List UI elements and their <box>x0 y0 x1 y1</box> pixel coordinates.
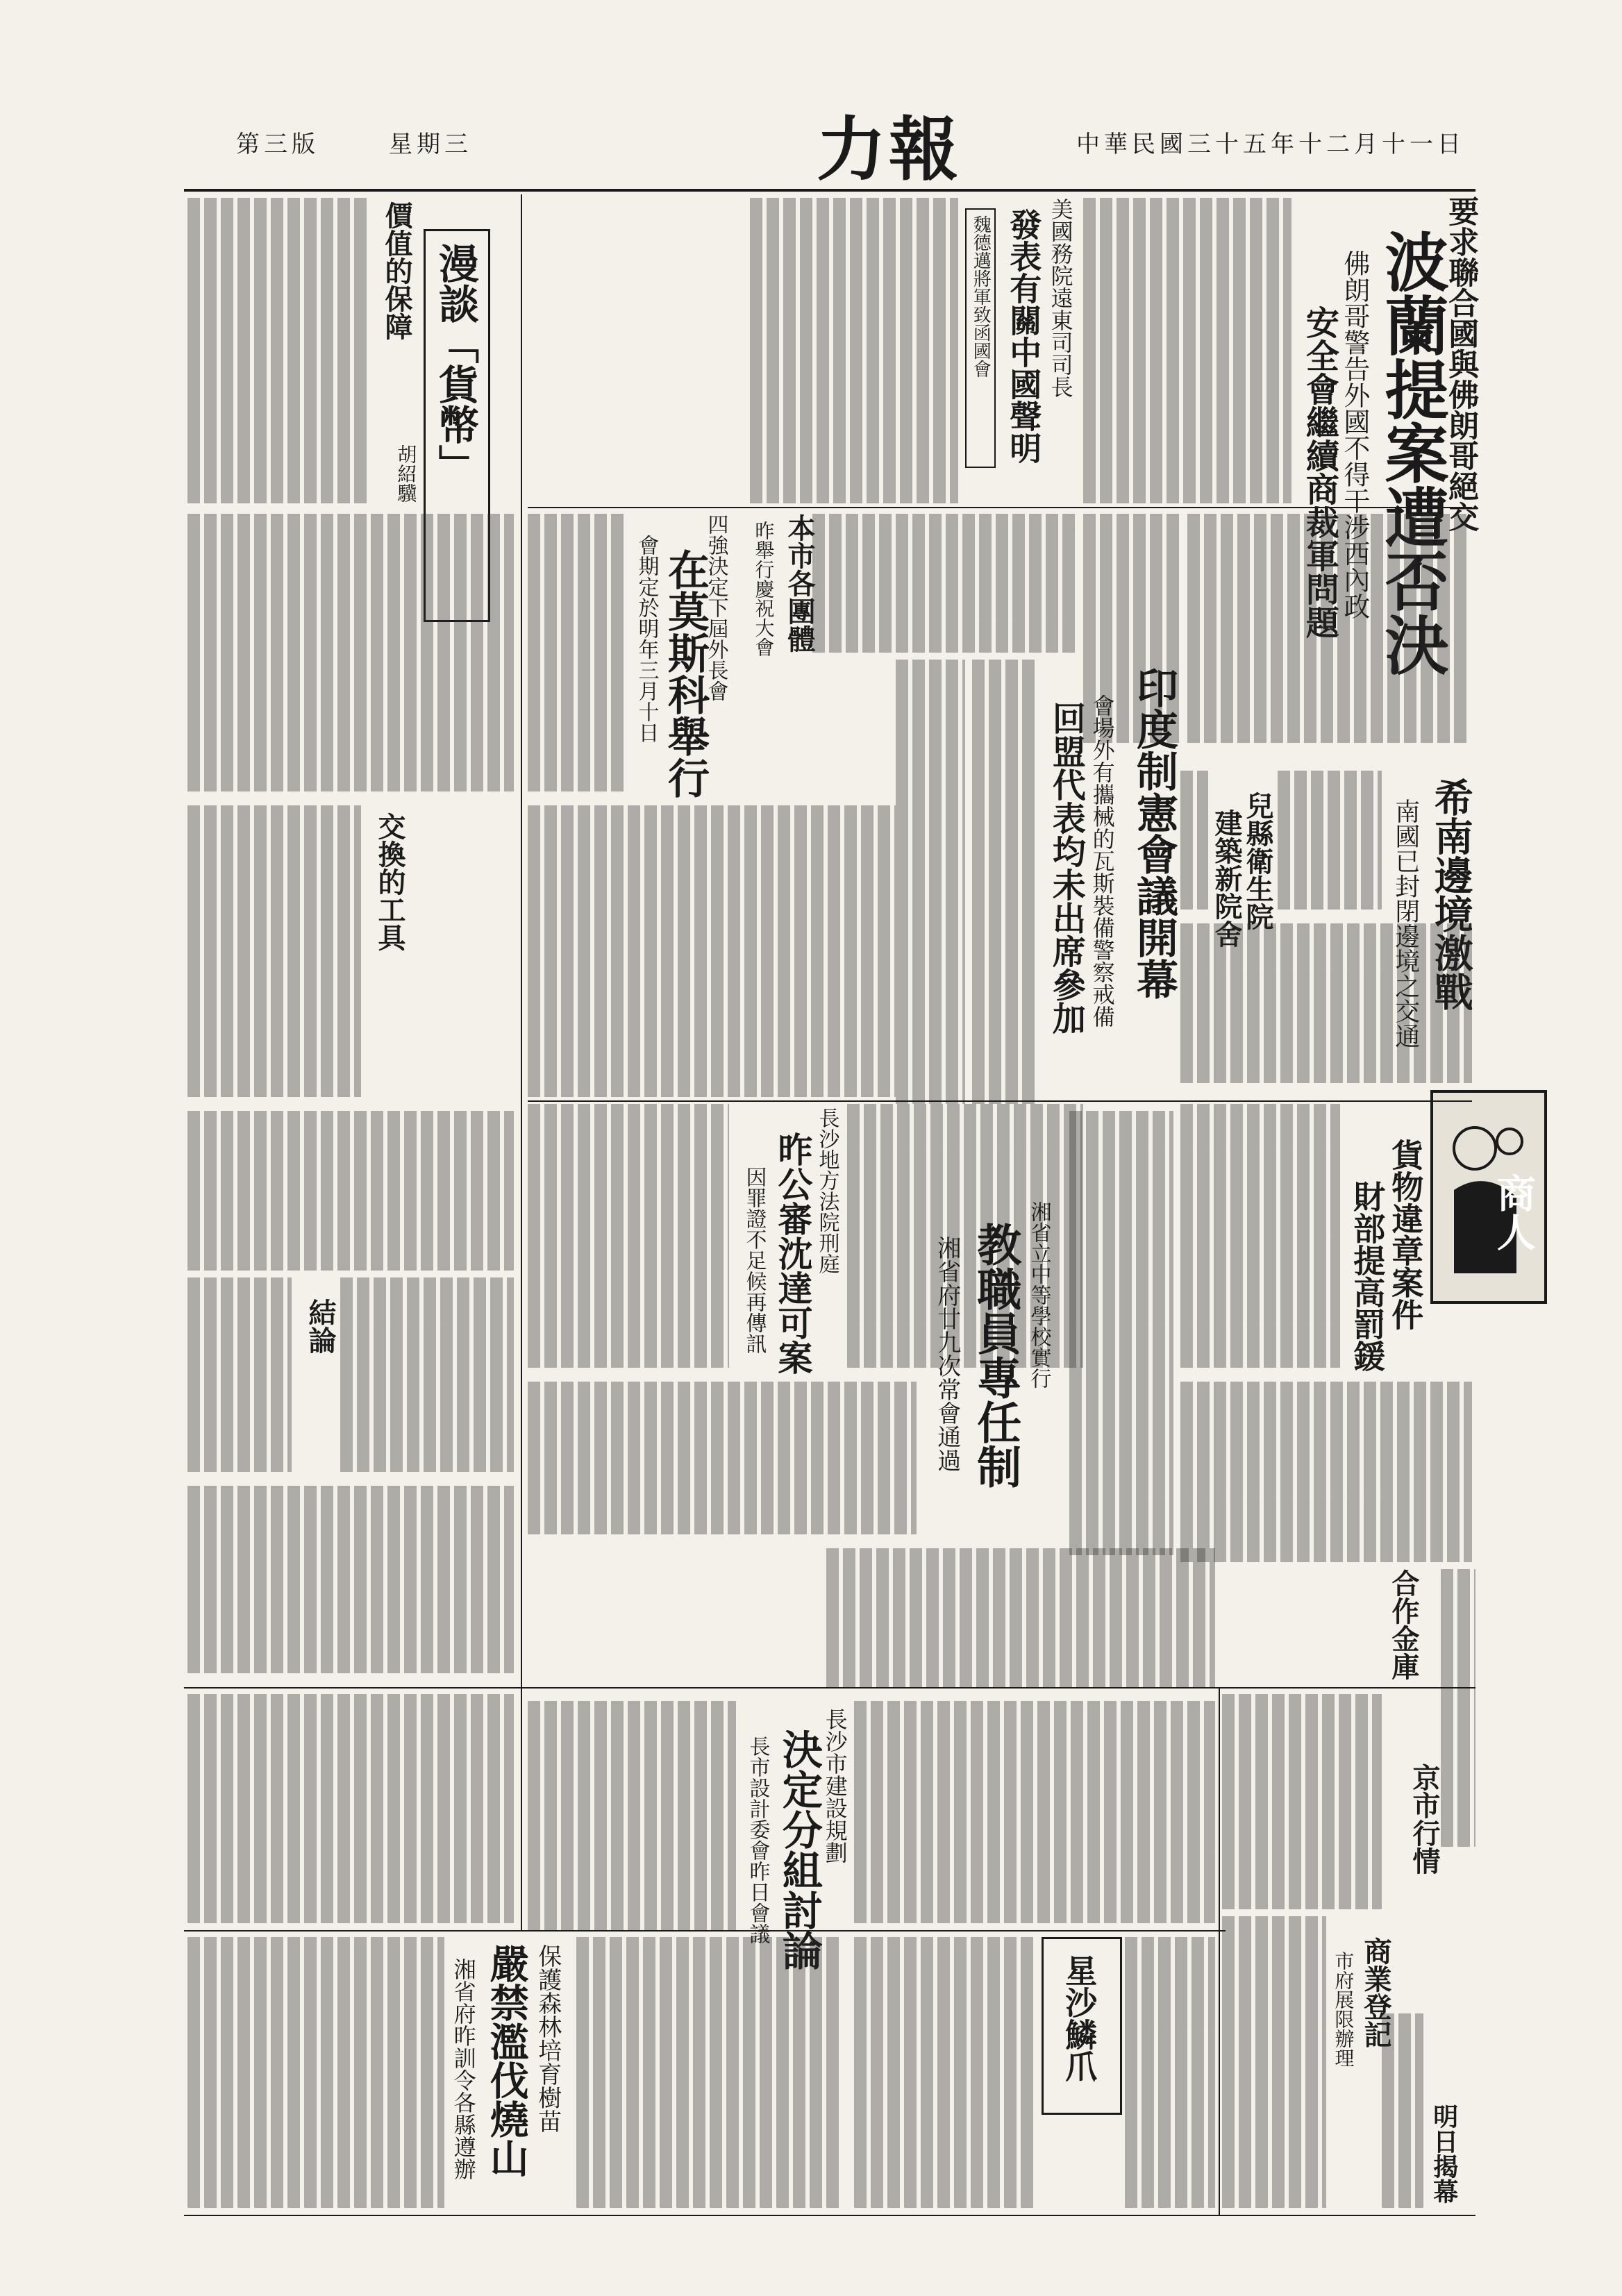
masthead <box>181 108 1472 190</box>
teachers-headline: 教職員專任制 <box>969 1222 1022 1489</box>
india-sub-1: 會場外有攜械的瓦斯裝備警察戒備 <box>1089 694 1116 1028</box>
misc-text-2 <box>896 660 965 1104</box>
forest-kicker: 保護森林培育樹苗 <box>533 1944 562 2133</box>
court-sub: 因罪證不足候再傳訊 <box>742 1166 767 1354</box>
coop-headline: 合作金庫 <box>1387 1569 1420 1680</box>
india-headline: 印度制憲會議開幕 <box>1130 667 1178 1000</box>
court-kicker: 長沙地方法院刑庭 <box>814 1107 839 1274</box>
forest-headline: 嚴禁濫伐燒山 <box>483 1944 530 2177</box>
essay-section-2: 交換的工具 <box>374 812 406 951</box>
essay-text-5 <box>187 1277 292 1472</box>
misc-text-9 <box>1382 2013 1423 2208</box>
county-headline: 兒縣衛生院 <box>1241 791 1274 930</box>
forest-sub: 湘省府昨訓令各縣遵辦 <box>450 1958 477 2180</box>
section-rule <box>528 1100 1472 1102</box>
market-headline: 京市行情 <box>1408 1763 1441 1875</box>
goods-headline: 貨物違章案件 <box>1387 1139 1425 1330</box>
forest-story-text-2 <box>187 1937 444 2208</box>
market-text <box>1222 1694 1382 1909</box>
goods-story-text <box>1180 1104 1340 1368</box>
essay-text-2 <box>187 514 514 791</box>
cartoon-label: 商人 <box>1490 1173 1537 1251</box>
column-rule <box>521 194 522 1930</box>
teachers-story-text <box>1069 1111 1173 1555</box>
misc-text-4 <box>528 805 896 1097</box>
date-label: 中華民國三十五年十二月十一日 <box>1076 131 1465 158</box>
main-subhead-1: 佛朗哥警告外國不得干涉西內政 <box>1339 250 1370 619</box>
forest-story-text <box>576 1937 840 2208</box>
section-rule <box>184 1930 1226 1932</box>
newspaper-logo: 力報 <box>817 108 961 190</box>
star-text-1 <box>854 1937 1035 2208</box>
city-story-text <box>812 514 1076 653</box>
moscow-story-text <box>528 514 625 791</box>
essay-text-4 <box>187 1111 514 1271</box>
misc-text-3 <box>1180 923 1472 1083</box>
cs-sub: 長市設計委會昨日會議 <box>745 1736 770 1944</box>
weekday-label: 星期三 <box>389 131 472 158</box>
section-rule <box>528 507 1472 508</box>
misc-text-6 <box>528 1382 917 1534</box>
court-headline: 昨公審沈達可案 <box>772 1132 814 1375</box>
essay-text-8 <box>187 1694 514 1923</box>
main-headline: 波蘭提案遭否決 <box>1374 229 1450 676</box>
county-text <box>1180 771 1208 910</box>
tomorrow-headline: 明日揭幕 <box>1429 2104 1459 2204</box>
column-rule <box>1219 1687 1220 2215</box>
essay-text-1 <box>187 198 368 503</box>
greece-headline: 希南邊境激戰 <box>1428 778 1474 1011</box>
us-story-text <box>750 198 958 503</box>
business-headline: 商業登記 <box>1360 1937 1392 2048</box>
essay-title: 漫談「貨幣」 <box>431 243 479 485</box>
star-column-title: 星沙鱗爪 <box>1060 1954 1098 2082</box>
greece-story-text <box>1278 771 1382 910</box>
star-text-2 <box>1125 1937 1215 2208</box>
essay-text-6 <box>340 1277 514 1472</box>
main-story-text-cont <box>1187 514 1469 743</box>
essay-text-3 <box>187 805 361 1097</box>
masthead-rule <box>184 189 1475 192</box>
cs-story-text <box>854 1701 1215 1923</box>
city-headline: 本市各團體 <box>783 514 816 653</box>
court-story-text <box>528 1104 729 1368</box>
india-sub-2: 回盟代表均未出席參加 <box>1046 701 1086 1034</box>
cs-headline: 決定分組討論 <box>775 1729 823 1970</box>
cs-kicker: 長沙市建設規劃 <box>821 1708 848 1863</box>
main-subhead-2: 安全會繼續商裁軍問題 <box>1300 305 1339 639</box>
teachers-kicker: 湘省立中等學校實行 <box>1026 1201 1051 1389</box>
teachers-sub: 湘省府廿九次常會通過 <box>933 1236 961 1472</box>
business-text <box>1222 1916 1326 2208</box>
misc-text-8 <box>1180 1382 1472 1562</box>
india-story-text <box>972 660 1038 1104</box>
coop-text <box>1441 1569 1475 1847</box>
goods-sub: 財部提高罰鍰 <box>1348 1180 1387 1372</box>
misc-text-7 <box>826 1548 1215 1687</box>
section-rule <box>184 1687 1475 1689</box>
county-sub: 建築新院舍 <box>1210 809 1243 948</box>
cs-story-text-2 <box>528 1701 736 1930</box>
essay-author: 胡紹驥 <box>394 444 418 503</box>
essay-text-7 <box>187 1486 514 1673</box>
business-sub: 市府展限辦理 <box>1332 1951 1355 2068</box>
greece-sub: 南國已封閉邊境之交通 <box>1391 798 1420 1048</box>
essay-section-3: 結論 <box>304 1298 337 1354</box>
edition-label: 第三版 <box>236 131 319 158</box>
essay-section-1: 價值的保障 <box>381 201 413 340</box>
main-story-text <box>1083 198 1291 503</box>
moscow-kicker-1: 四強決定下屆外長會 <box>703 514 728 701</box>
main-kicker: 要求聯合國與佛朗哥絕交 <box>1443 196 1479 532</box>
us-sub: 魏德邁將軍致函國會 <box>970 215 992 378</box>
moscow-kicker-2: 會期定於明年三月十日 <box>634 535 659 743</box>
city-sub: 昨舉行慶祝大會 <box>752 521 776 657</box>
us-kicker: 美國務院遠東司司長 <box>1047 198 1074 398</box>
moscow-headline: 在莫斯科舉行 <box>661 548 710 798</box>
us-headline: 發表有關中國聲明 <box>1005 208 1043 464</box>
bottom-rule <box>184 2215 1475 2216</box>
